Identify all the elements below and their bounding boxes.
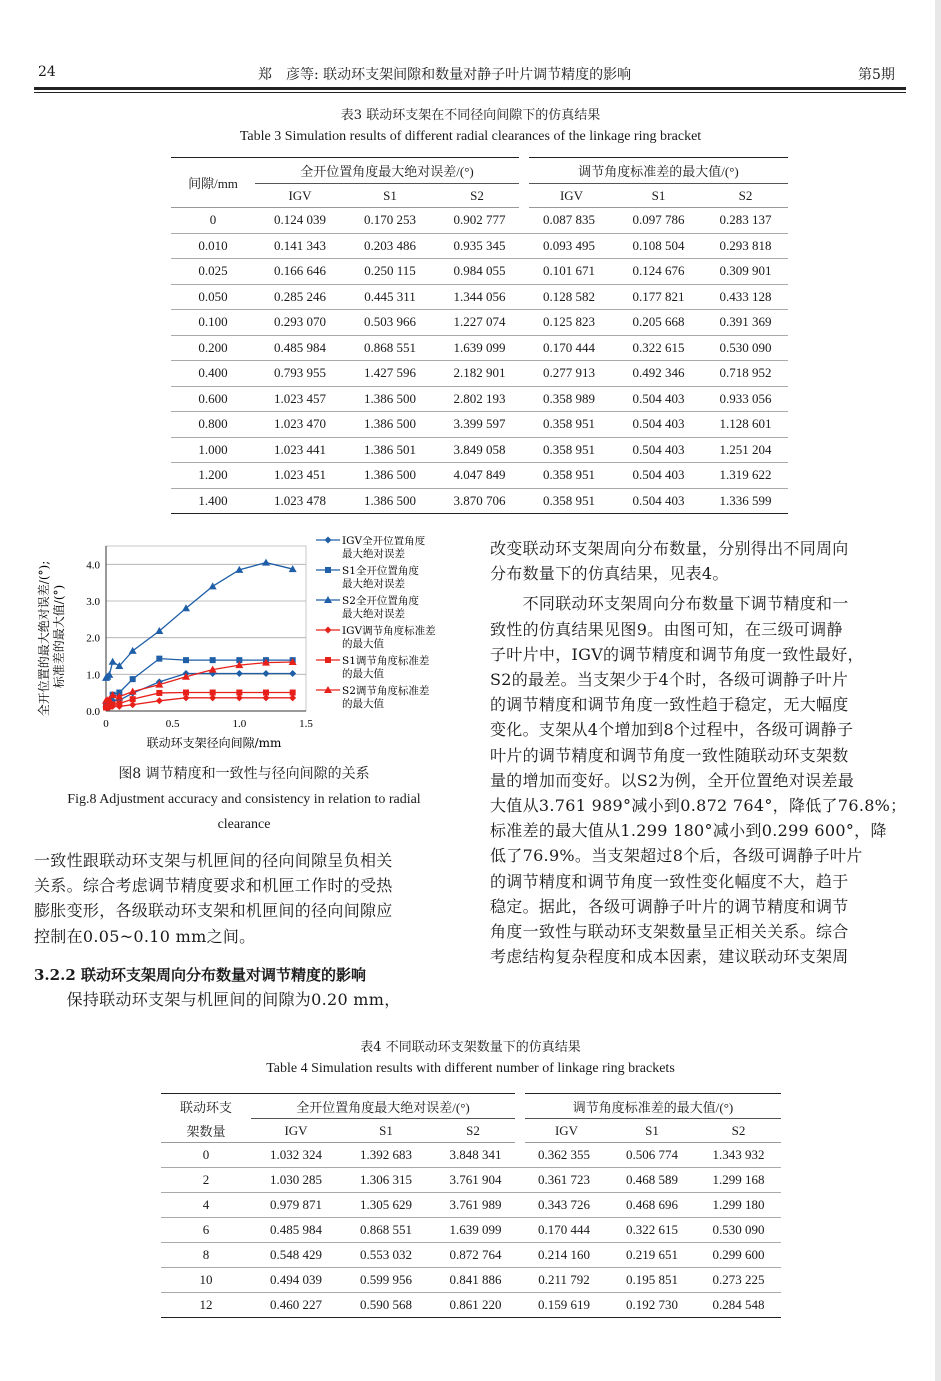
figure8-caption-en-2: clearance [217, 817, 271, 832]
table-row [171, 259, 788, 285]
table-cell: 1.299 168 [696, 1168, 781, 1193]
table4-row-header-2: 架数量 [161, 1119, 251, 1143]
text-line: 膨胀变形，各级联动环支架和机匣间的径向间隙应 [34, 901, 393, 921]
x-axis-label: 联动环支架径向间隙/mm [146, 736, 282, 750]
table-cell: 0.192 730 [608, 1293, 696, 1318]
table-cell: 1.400 [171, 488, 255, 514]
table-cell: 0.101 671 [524, 259, 614, 285]
text-line: 保持联动环支架与机匣间的间隙为0.20 mm， [34, 990, 401, 1009]
table3-subheader: S1 [614, 184, 703, 208]
data-point [209, 582, 217, 589]
data-point [263, 670, 270, 677]
text-line: 的调节精度和调节角度一致性趋于稳定，无大幅度 [490, 695, 849, 715]
text-line: 标准差的最大值从1.299 180°减小到0.299 600°，降 [490, 821, 887, 841]
table-cell: 0.468 696 [608, 1193, 696, 1218]
data-point [210, 657, 216, 663]
table3-group2-header: 调节角度标准差的最大值/(°) [524, 158, 788, 184]
data-point [289, 670, 296, 677]
legend-label: S1全开位置角度 [342, 565, 419, 577]
table-row [171, 386, 788, 412]
table-cell: 0.293 818 [703, 233, 788, 259]
table-cell: 0.358 989 [524, 386, 614, 412]
text-line: 低了76.9%。当支架超过8个后，各级可调静子叶片 [490, 846, 863, 866]
table-cell: 0.170 253 [345, 208, 435, 234]
header-rule-thick [34, 87, 906, 90]
table-cell: 3.399 597 [435, 412, 524, 438]
data-point [129, 701, 136, 708]
table-cell: 3.849 058 [435, 437, 524, 463]
table-cell: 1.227 074 [435, 310, 524, 336]
data-point [109, 658, 117, 665]
legend-label: S2调节角度标准差 [342, 685, 430, 697]
table-cell: 0.273 225 [696, 1268, 781, 1293]
table-cell: 0.100 [171, 310, 255, 336]
table-row [171, 335, 788, 361]
data-point [156, 690, 162, 696]
table-cell: 0.979 871 [251, 1193, 341, 1218]
table-cell: 0.125 823 [524, 310, 614, 336]
legend-label: 的最大值 [342, 668, 384, 680]
table-cell: 0.504 403 [614, 412, 703, 438]
table-cell: 0.124 039 [255, 208, 345, 234]
table-row [171, 233, 788, 259]
table-cell: 0.025 [171, 259, 255, 285]
table-cell: 0.195 851 [608, 1268, 696, 1293]
table3-caption-cn: 表3 联动环支架在不同径向间隙下的仿真结果 [340, 108, 601, 123]
table-cell: 0.530 090 [696, 1218, 781, 1243]
x-tick-label: 0 [103, 718, 109, 730]
table-cell: 0.548 429 [251, 1243, 341, 1268]
legend-item [316, 536, 426, 560]
table-cell: 0.468 589 [608, 1168, 696, 1193]
table-cell: 0.010 [171, 233, 255, 259]
table4-subheader: S1 [341, 1119, 431, 1143]
table-cell: 0.219 651 [608, 1243, 696, 1268]
table-row [161, 1193, 781, 1218]
table-cell: 0.933 056 [703, 386, 788, 412]
table-cell: 0.205 668 [614, 310, 703, 336]
table-cell: 0.093 495 [524, 233, 614, 259]
legend-label: 的最大值 [342, 698, 384, 710]
table-cell: 1.639 099 [431, 1218, 520, 1243]
table-cell: 0.793 955 [255, 361, 345, 387]
table-cell: 0.460 227 [251, 1293, 341, 1318]
table-cell: 1.128 601 [703, 412, 788, 438]
table-cell: 0.159 619 [520, 1293, 608, 1318]
table-cell: 2 [161, 1168, 251, 1193]
table-cell: 0.283 137 [703, 208, 788, 234]
data-point [156, 697, 163, 704]
table-cell: 0.553 032 [341, 1243, 431, 1268]
legend-item [316, 564, 419, 590]
table-cell: 0.868 551 [345, 335, 435, 361]
table-cell: 0.362 355 [520, 1143, 608, 1168]
text-line: 的调节精度和调节角度一致性变化幅度不大，趋于 [490, 871, 849, 891]
table-cell: 6 [161, 1218, 251, 1243]
legend-label: S2全开位置角度 [342, 595, 419, 607]
y-tick-label: 0.0 [86, 706, 100, 718]
legend-label: 最大绝对误差 [342, 578, 405, 590]
table-cell: 0.097 786 [614, 208, 703, 234]
table-cell: 0.599 956 [341, 1268, 431, 1293]
issue-number: 第5期 [858, 67, 895, 83]
table-cell: 1.023 470 [255, 412, 345, 438]
y-tick-label: 2.0 [86, 632, 100, 645]
page-number: 24 [38, 64, 56, 80]
table-cell: 1.032 324 [251, 1143, 341, 1168]
y-axis-label-1: 全开位置的最大绝对误差/(°); [37, 560, 51, 717]
table-cell: 1.343 932 [696, 1143, 781, 1168]
table-cell: 1.344 056 [435, 284, 524, 310]
data-point [183, 657, 189, 663]
table-cell: 0.170 444 [524, 335, 614, 361]
table-row [171, 463, 788, 489]
table-cell: 0.322 615 [608, 1218, 696, 1243]
table-cell: 3.761 904 [431, 1168, 520, 1193]
table-row [171, 437, 788, 463]
table-cell: 0.358 951 [524, 437, 614, 463]
text-line: 考虑结构复杂程度和成本因素，建议联动环支架周 [490, 947, 849, 967]
table4-subheader: S2 [696, 1119, 781, 1143]
data-point [183, 690, 189, 696]
header-rule-thin [34, 92, 906, 93]
y-tick-label: 4.0 [86, 559, 100, 572]
text-line: 稳定。据此，各级可调静子叶片的调节精度和调节 [490, 896, 849, 916]
table-row [171, 488, 788, 514]
table-row [161, 1268, 781, 1293]
legend-item [316, 624, 436, 650]
table3-subheader: S1 [345, 184, 435, 208]
text-line: 不同联动环支架周向分布数量下调节精度和一 [490, 594, 849, 614]
table-cell: 0.504 403 [614, 386, 703, 412]
table-cell: 1.336 599 [703, 488, 788, 514]
legend-item [316, 654, 429, 680]
x-tick-label: 0.5 [165, 718, 180, 730]
table-cell: 2.802 193 [435, 386, 524, 412]
y-axis-label-2: 标准差的最大值/(°) [52, 584, 66, 689]
table-cell: 0.170 444 [520, 1218, 608, 1243]
right-paragraph [490, 536, 908, 969]
table-cell: 1.000 [171, 437, 255, 463]
table-cell: 0.868 551 [341, 1218, 431, 1243]
table-cell: 1.251 204 [703, 437, 788, 463]
table-cell: 0.108 504 [614, 233, 703, 259]
text-line: 改变联动环支架周向分布数量，分别得出不同周向 [490, 539, 849, 558]
y-tick-label: 3.0 [86, 596, 100, 608]
table-cell: 0.087 835 [524, 208, 614, 234]
table3-subheader: S2 [435, 184, 524, 208]
data-point [236, 670, 243, 677]
legend-marker [325, 537, 332, 544]
section-heading-3-2-2: 3.2.2 联动环支架周向分布数量对调节精度的影响 [34, 966, 366, 984]
table3-group1-header: 全开位置角度最大绝对误差/(°) [255, 158, 524, 184]
table-cell: 0.800 [171, 412, 255, 438]
table-cell: 1.319 622 [703, 463, 788, 489]
data-point [290, 690, 296, 696]
table-cell: 12 [161, 1293, 251, 1318]
table-cell: 1.030 285 [251, 1168, 341, 1193]
table4-row-header-1: 联动环支 [161, 1094, 251, 1119]
table-cell: 1.023 451 [255, 463, 345, 489]
table4-caption-cn: 表4 不同联动环支架数量下的仿真结果 [360, 1040, 581, 1055]
table-cell: 4 [161, 1193, 251, 1218]
text-line: 致性的仿真结果见图9。由图可知，在三级可调静 [490, 619, 843, 639]
table-cell: 0.141 343 [255, 233, 345, 259]
table-cell: 10 [161, 1268, 251, 1293]
table-row [161, 1143, 781, 1168]
left-paragraph-2 [34, 987, 401, 1012]
legend-item [316, 684, 429, 710]
table-cell: 1.023 441 [255, 437, 345, 463]
table-cell: 3.870 706 [435, 488, 524, 514]
table-row [171, 361, 788, 387]
table-cell: 1.200 [171, 463, 255, 489]
table-cell: 0.391 369 [703, 310, 788, 336]
table4-group2-header: 调节角度标准差的最大值/(°) [520, 1094, 781, 1119]
table-cell: 0.492 346 [614, 361, 703, 387]
legend-label: IGV调节角度标准差 [342, 625, 436, 637]
text-line: 分布数量下的仿真结果，见表4。 [490, 564, 729, 584]
table-cell: 0.485 984 [251, 1218, 341, 1243]
table-cell: 0.841 886 [431, 1268, 520, 1293]
table3-row-header: 间隙/mm [171, 158, 255, 208]
table-cell: 0.358 951 [524, 488, 614, 514]
y-tick-label: 1.0 [86, 669, 100, 682]
table-cell: 0.861 220 [431, 1293, 520, 1318]
text-line: 控制在0.05~0.10 mm之间。 [34, 926, 256, 946]
data-point [262, 559, 270, 566]
table-cell: 0.203 486 [345, 233, 435, 259]
text-line: 量的增加而变好。以S2为例，全开位置绝对误差最 [490, 770, 855, 790]
table4 [161, 1093, 781, 1318]
table-cell: 0.358 951 [524, 463, 614, 489]
table-cell: 0.485 984 [255, 335, 345, 361]
left-paragraph [34, 848, 454, 949]
table-cell: 0.309 901 [703, 259, 788, 285]
table-cell: 2.182 901 [435, 361, 524, 387]
table3-subheader: S2 [703, 184, 788, 208]
table-cell: 0.358 951 [524, 412, 614, 438]
table-row [161, 1243, 781, 1268]
table-cell: 1.392 683 [341, 1143, 431, 1168]
table3-caption-en: Table 3 Simulation results of different radial clearances of the linkage ring bracket [239, 129, 702, 144]
figure8-caption-en-1: Fig.8 Adjustment accuracy and consistency in relation to radial [67, 792, 421, 807]
table-cell: 0.200 [171, 335, 255, 361]
table4-subheader: IGV [251, 1119, 341, 1143]
table-cell: 0.277 913 [524, 361, 614, 387]
table-cell: 1.299 180 [696, 1193, 781, 1218]
text-line: 角度一致性与联动环支架数量呈正相关关系。综合 [490, 922, 849, 942]
table-cell: 0.494 039 [251, 1268, 341, 1293]
table-cell: 1.427 596 [345, 361, 435, 387]
table-row [171, 284, 788, 310]
table-cell: 0.504 403 [614, 463, 703, 489]
table3 [171, 157, 788, 514]
table-cell: 1.386 500 [345, 412, 435, 438]
table-cell: 1.639 099 [435, 335, 524, 361]
table-cell: 0.128 582 [524, 284, 614, 310]
table-cell: 1.386 501 [345, 437, 435, 463]
table-cell: 4.047 849 [435, 463, 524, 489]
text-line: 变化。支架从4个增加到8个过程中，各级可调静子 [490, 720, 854, 740]
table-cell: 0.504 403 [614, 488, 703, 514]
table-cell: 0.322 615 [614, 335, 703, 361]
table-cell: 0.530 090 [703, 335, 788, 361]
table3-subheader: IGV [255, 184, 345, 208]
table-cell: 1.305 629 [341, 1193, 431, 1218]
data-point [236, 690, 242, 696]
table-row [161, 1293, 781, 1318]
table-cell: 0.872 764 [431, 1243, 520, 1268]
x-tick-label: 1.0 [232, 718, 247, 730]
table-cell: 0.984 055 [435, 259, 524, 285]
table-row [171, 412, 788, 438]
table-row [171, 310, 788, 336]
table4-subheader: S2 [431, 1119, 520, 1143]
table-cell: 0.718 952 [703, 361, 788, 387]
legend-marker [325, 567, 331, 573]
table-cell: 1.386 500 [345, 386, 435, 412]
page-edge-shadow [935, 0, 941, 1381]
table-cell: 0.343 726 [520, 1193, 608, 1218]
data-point [130, 676, 136, 682]
text-line: 叶片的调节精度和调节角度一致性随联动环支架数 [490, 745, 849, 765]
x-tick-label: 1.5 [299, 718, 313, 730]
text-line: 大值从3.761 989°减小到0.872 764°，降低了76.8%； [490, 796, 907, 816]
table-cell: 1.386 500 [345, 463, 435, 489]
data-point [129, 647, 137, 654]
table-cell: 0.177 821 [614, 284, 703, 310]
figure8-caption-cn: 图8 调节精度和一致性与径向间隙的关系 [118, 766, 370, 782]
table3-subheader: IGV [524, 184, 614, 208]
table4-caption-en: Table 4 Simulation results with different number of linkage ring brackets [266, 1061, 675, 1076]
table-cell: 0 [161, 1143, 251, 1168]
table-cell: 0.445 311 [345, 284, 435, 310]
table-cell: 0.214 160 [520, 1243, 608, 1268]
table-cell: 0.506 774 [608, 1143, 696, 1168]
table-cell: 1.386 500 [345, 488, 435, 514]
table-cell: 0.166 646 [255, 259, 345, 285]
plot-area [106, 546, 306, 711]
table-cell: 0.124 676 [614, 259, 703, 285]
data-point [210, 690, 216, 696]
table-cell: 0.361 723 [520, 1168, 608, 1193]
table-cell: 0.211 792 [520, 1268, 608, 1293]
table4-group1-header: 全开位置角度最大绝对误差/(°) [251, 1094, 520, 1119]
legend-label: 最大绝对误差 [342, 548, 405, 560]
table-cell: 0.400 [171, 361, 255, 387]
table-cell: 0.503 966 [345, 310, 435, 336]
table4-subheader: S1 [608, 1119, 696, 1143]
text-line: 一致性跟联动环支架与机匣间的径向间隙呈负相关 [34, 851, 393, 870]
table-cell: 3.848 341 [431, 1143, 520, 1168]
table-cell: 0.902 777 [435, 208, 524, 234]
legend-label: 最大绝对误差 [342, 608, 405, 620]
running-title: 郑 彦等: 联动环支架间隙和数量对静子叶片调节精度的影响 [258, 67, 632, 83]
data-point [263, 690, 269, 696]
table-cell: 3.761 989 [431, 1193, 520, 1218]
table-cell: 0.284 548 [696, 1293, 781, 1318]
legend-label: IGV全开位置角度 [342, 536, 426, 547]
text-line: 子叶片中，IGV的调节精度和调节角度一致性最好， [490, 644, 864, 664]
data-point [130, 696, 136, 702]
table4-subheader: IGV [520, 1119, 608, 1143]
table-cell: 1.023 457 [255, 386, 345, 412]
legend-label: 的最大值 [342, 638, 384, 650]
data-point [156, 656, 162, 662]
table-cell: 0.590 568 [341, 1293, 431, 1318]
table-cell: 0.504 403 [614, 437, 703, 463]
table-cell: 8 [161, 1243, 251, 1268]
table-cell: 0.600 [171, 386, 255, 412]
text-line: 关系。综合考虑调节精度要求和机匣工作时的受热 [34, 876, 393, 896]
text-line: S2的最差。当支架少于4个时，各级可调静子叶片 [490, 670, 849, 690]
table-cell: 0 [171, 208, 255, 234]
table-row [171, 208, 788, 234]
legend-marker [325, 627, 332, 634]
table-row [161, 1168, 781, 1193]
table-cell: 0.433 128 [703, 284, 788, 310]
legend-marker [325, 657, 331, 663]
legend-item [316, 594, 419, 620]
table-cell: 1.306 315 [341, 1168, 431, 1193]
table-row [161, 1218, 781, 1243]
table-cell: 0.250 115 [345, 259, 435, 285]
legend-label: S1调节角度标准差 [342, 655, 430, 667]
data-point [116, 700, 122, 706]
table-cell: 0.299 600 [696, 1243, 781, 1268]
table-cell: 0.935 345 [435, 233, 524, 259]
table-cell: 0.293 070 [255, 310, 345, 336]
table-cell: 1.023 478 [255, 488, 345, 514]
table-cell: 0.050 [171, 284, 255, 310]
figure8-chart [34, 536, 474, 756]
table-cell: 0.285 246 [255, 284, 345, 310]
